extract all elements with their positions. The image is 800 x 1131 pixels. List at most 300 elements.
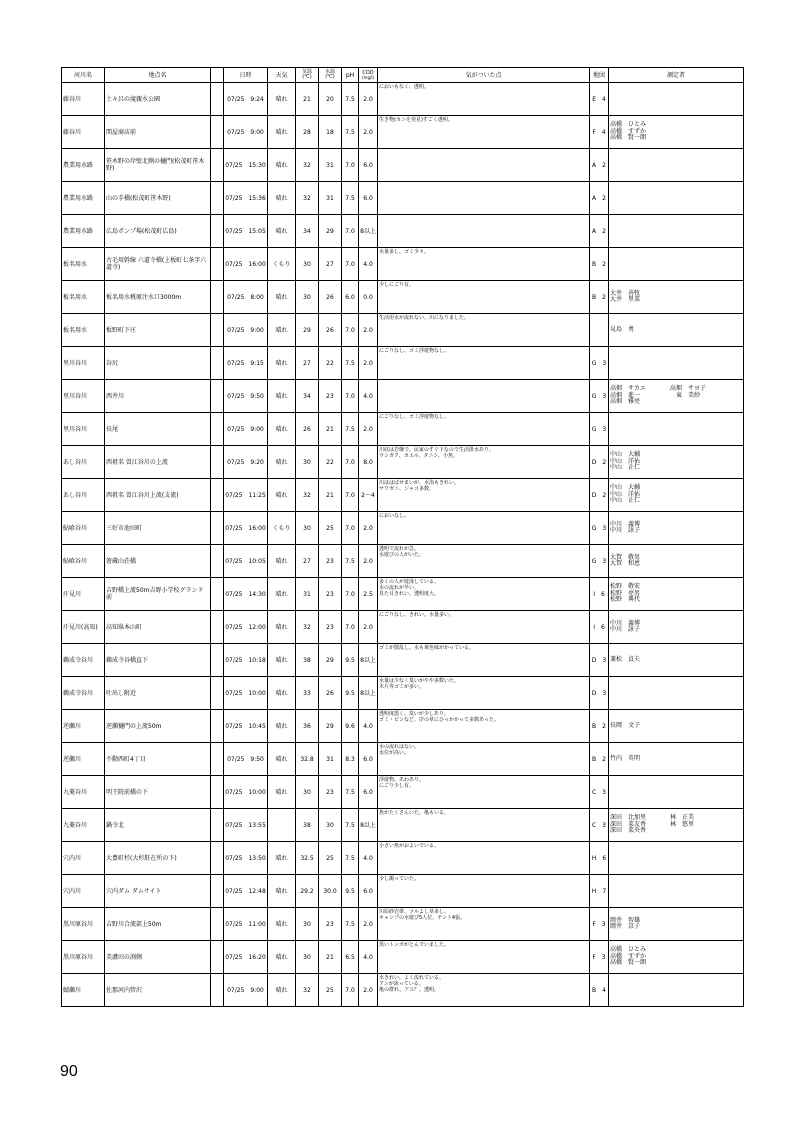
table-row: [62, 314, 744, 347]
cell-site: 広島ポンプ場(松茂町広島): [105, 215, 211, 248]
cell-notes: 魚がたくさんいた。亀もいる。: [378, 809, 590, 842]
cell-river: 穴内川: [62, 842, 105, 875]
cell-ph: 9.6: [342, 710, 359, 743]
header-blank: [211, 68, 224, 83]
cell-water-temp: 29: [319, 710, 342, 743]
cell-air-temp: 28: [296, 116, 319, 149]
cell-datetime: 07/25 9:15: [224, 347, 268, 380]
cell-river: 鯖瀬川: [62, 974, 105, 1007]
cell-weather: 晴れ: [268, 347, 296, 380]
cell-map: F 3: [590, 908, 609, 941]
cell-site: 山の手橋(松茂町笹木野): [105, 182, 211, 215]
cell-blank: [211, 875, 224, 908]
cell-weather: 晴れ: [268, 677, 296, 710]
cell-river: 板名用水: [62, 314, 105, 347]
cell-river: 鵜成寺谷川: [62, 677, 105, 710]
cell-datetime: 07/25 12:00: [224, 611, 268, 644]
cell-map: A 2: [590, 149, 609, 182]
cell-river: 鵜成寺谷川: [62, 644, 105, 677]
cell-notes: 黒いトンボがとんでいました。: [378, 941, 590, 974]
cell-weather: 晴れ: [268, 182, 296, 215]
cell-map: A 2: [590, 215, 609, 248]
cell-weather: 晴れ: [268, 644, 296, 677]
cell-observer: 高畑 サカエ 高畑 サヨ子 高畑 進一 東 美紗 高畑 雅亮: [609, 380, 744, 413]
cell-blank: [211, 545, 224, 578]
table-row: [62, 644, 744, 677]
cell-site: 穴内ダム ダムサイト: [105, 875, 211, 908]
cell-ph: 7.5: [342, 908, 359, 941]
cell-ph: 7.5: [342, 842, 359, 875]
cell-air-temp: 27: [296, 545, 319, 578]
table-row: [62, 149, 744, 182]
cell-map: D 3: [590, 677, 609, 710]
cell-air-temp: 30: [296, 776, 319, 809]
cell-cod: 4.0: [359, 248, 378, 281]
cell-datetime: 07/25 15:05: [224, 215, 268, 248]
cell-datetime: 07/25 10:00: [224, 776, 268, 809]
cell-river: 里川谷川: [62, 380, 105, 413]
cell-ph: 7.0: [342, 611, 359, 644]
header-datetime: 日時: [224, 68, 268, 83]
header-row: [62, 68, 744, 83]
cell-observer: 松野 敬宏 松野 亮男 松野 典代: [609, 578, 744, 611]
cell-observer: 竹内 英明: [609, 743, 744, 776]
cell-blank: [211, 215, 224, 248]
cell-datetime: 07/25 11:00: [224, 908, 268, 941]
cell-site: 土々呂の滝親水公園: [105, 83, 211, 116]
cell-datetime: 07/25 10:18: [224, 644, 268, 677]
cell-observer: [609, 875, 744, 908]
cell-observer: [609, 776, 744, 809]
cell-blank: [211, 116, 224, 149]
cell-water-temp: 25: [319, 974, 342, 1007]
cell-water-temp: 22: [319, 446, 342, 479]
table-row: [62, 809, 744, 842]
cell-weather: 晴れ: [268, 974, 296, 1007]
cell-site: 板野町下庄: [105, 314, 211, 347]
table-row: [62, 776, 744, 809]
cell-blank: [211, 314, 224, 347]
cell-blank: [211, 380, 224, 413]
header-water-temp: 水温 (℃): [319, 68, 342, 83]
cell-datetime: 07/25 16:00: [224, 248, 268, 281]
cell-map: B 2: [590, 743, 609, 776]
cell-observer: 岡井 智雄 岡井 京子: [609, 908, 744, 941]
header-observer: 測定者: [609, 68, 744, 83]
cell-map: B 2: [590, 248, 609, 281]
cell-river: 鮎喰谷川: [62, 512, 105, 545]
cell-weather: 晴れ: [268, 149, 296, 182]
cell-cod: 4.0: [359, 941, 378, 974]
cell-map: B 4: [590, 974, 609, 1007]
cell-notes: 少しにごり有。: [378, 281, 590, 314]
cell-water-temp: 25: [319, 842, 342, 875]
cell-river: 藤谷川: [62, 83, 105, 116]
cell-cod: 6.0: [359, 149, 378, 182]
cell-river: 農業用水路: [62, 182, 105, 215]
cell-map: B 2: [590, 710, 609, 743]
cell-observer: [609, 413, 744, 446]
cell-map: I 6: [590, 611, 609, 644]
cell-air-temp: 32.8: [296, 743, 319, 776]
cell-datetime: 07/25 13:50: [224, 842, 268, 875]
cell-blank: [211, 776, 224, 809]
cell-water-temp: 30.0: [319, 875, 342, 908]
cell-site: 吉野橋上流50m吉野小学校グランド前: [105, 578, 211, 611]
cell-air-temp: 21: [296, 83, 319, 116]
cell-blank: [211, 413, 224, 446]
table-row: [62, 83, 744, 116]
cell-notes: 水きれい。よく流れている。 アンが泳っている。 亀の群れ。アユ？。透明。: [378, 974, 590, 1007]
cell-air-temp: 38: [296, 644, 319, 677]
cell-river: 汗見川(高知): [62, 611, 105, 644]
cell-notes: 多くの人が遊泳している。 水の流れが早い。 見た目きれい。透明度大。: [378, 578, 590, 611]
cell-observer: 見島 勇: [609, 314, 744, 347]
cell-air-temp: 31: [296, 578, 319, 611]
cell-site: 美濃田の渕側: [105, 941, 211, 974]
cell-air-temp: 32.5: [296, 842, 319, 875]
cell-datetime: 07/25 10:00: [224, 677, 268, 710]
cell-water-temp: 26: [319, 314, 342, 347]
cell-site: 箸蔵山荘橋: [105, 545, 211, 578]
cell-river: あし谷川: [62, 479, 105, 512]
cell-ph: 7.0: [342, 446, 359, 479]
cell-notes: にごりなし、きれい。水量多い。: [378, 611, 590, 644]
cell-weather: 晴れ: [268, 941, 296, 974]
cell-river: 農業用水路: [62, 215, 105, 248]
cell-site: 関屋商店前: [105, 116, 211, 149]
cell-cod: 2.0: [359, 611, 378, 644]
cell-cod: 2.0: [359, 116, 378, 149]
cell-notes: においもなく、透明。: [378, 83, 590, 116]
cell-observer: 中川 義博 中川 詠子: [609, 512, 744, 545]
header-river: 河川名: [62, 68, 105, 83]
cell-blank: [211, 446, 224, 479]
cell-air-temp: 34: [296, 380, 319, 413]
cell-blank: [211, 908, 224, 941]
header-weather: 天気: [268, 68, 296, 83]
cell-water-temp: 23: [319, 380, 342, 413]
cell-site: 西祖名 曽江谷川の上流: [105, 446, 211, 479]
cell-site: 吉野川合流部上50m: [105, 908, 211, 941]
cell-water-temp: 27: [319, 248, 342, 281]
cell-water-temp: 31: [319, 149, 342, 182]
table-row: [62, 347, 744, 380]
cell-site: 西井川: [105, 380, 211, 413]
cell-observer: 兼松 貞夫: [609, 644, 744, 677]
cell-air-temp: 26: [296, 413, 319, 446]
cell-weather: 晴れ: [268, 776, 296, 809]
cell-weather: 晴れ: [268, 479, 296, 512]
table-body: [62, 83, 744, 1007]
cell-air-temp: 29.2: [296, 875, 319, 908]
cell-map: G 3: [590, 413, 609, 446]
cell-river: 逆瀬川: [62, 743, 105, 776]
cell-air-temp: 32: [296, 974, 319, 1007]
cell-cod: 2.5: [359, 578, 378, 611]
cell-observer: 大賀 敬男 大賀 和恵: [609, 545, 744, 578]
cell-ph: 7.0: [342, 314, 359, 347]
cell-notes: 少し濁っていた。: [378, 875, 590, 908]
cell-observer: [609, 182, 744, 215]
cell-map: E 4: [590, 83, 609, 116]
cell-water-temp: 30: [319, 809, 342, 842]
header-cod-unit: (mg/l): [361, 74, 374, 80]
cell-air-temp: 38: [296, 809, 319, 842]
cell-air-temp: 32: [296, 611, 319, 644]
cell-water-temp: 21: [319, 941, 342, 974]
cell-weather: 晴れ: [268, 116, 296, 149]
cell-cod: 8以上: [359, 809, 378, 842]
cell-cod: 2.0: [359, 314, 378, 347]
cell-map: I 6: [590, 578, 609, 611]
cell-ph: 7.5: [342, 413, 359, 446]
cell-observer: [609, 149, 744, 182]
cell-weather: 晴れ: [268, 875, 296, 908]
table-row: [62, 677, 744, 710]
cell-cod: 4.0: [359, 380, 378, 413]
cell-cod: 6.0: [359, 776, 378, 809]
cell-ph: 7.0: [342, 479, 359, 512]
cell-site: 板名用水桃原注水口3000m: [105, 281, 211, 314]
cell-river: 黒川原谷川: [62, 908, 105, 941]
cell-river: 鮎喰谷川: [62, 545, 105, 578]
cell-site: 笹木野の岸壁北側の樋門(松茂町笹木野): [105, 149, 211, 182]
cell-datetime: 07/25 9:20: [224, 446, 268, 479]
table-row: [62, 875, 744, 908]
cell-site: 明王院前橋の下: [105, 776, 211, 809]
cell-notes: 水量多し。ゴミ少々。: [378, 248, 590, 281]
cell-ph: 7.5: [342, 182, 359, 215]
cell-notes: ゴミが散乱し、水も黄色味がかっている。: [378, 644, 590, 677]
cell-cod: 6.0: [359, 182, 378, 215]
cell-river: 板名用水: [62, 248, 105, 281]
cell-weather: 晴れ: [268, 380, 296, 413]
cell-map: F 3: [590, 941, 609, 974]
table-row: [62, 248, 744, 281]
cell-site: 三好市池田町: [105, 512, 211, 545]
cell-site: 大豊町杉(大杉駐在所の下): [105, 842, 211, 875]
cell-weather: 晴れ: [268, 710, 296, 743]
cell-water-temp: 26: [319, 677, 342, 710]
cell-river: 里川谷川: [62, 347, 105, 380]
cell-water-temp: 20: [319, 83, 342, 116]
cell-notes: 水の流れはない。 水位が高い。: [378, 743, 590, 776]
cell-air-temp: 33: [296, 677, 319, 710]
cell-water-temp: 21: [319, 413, 342, 446]
cell-ph: 7.5: [342, 776, 359, 809]
cell-weather: 晴れ: [268, 611, 296, 644]
table-row: [62, 512, 744, 545]
cell-notes: にごりなし、ゴミ浮遊物なし。: [378, 347, 590, 380]
cell-blank: [211, 281, 224, 314]
cell-blank: [211, 809, 224, 842]
cell-map: G 3: [590, 347, 609, 380]
cell-water-temp: 31: [319, 743, 342, 776]
cell-cod: 2.0: [359, 545, 378, 578]
cell-river: 里川谷川: [62, 413, 105, 446]
header-cod-label: COD: [362, 69, 374, 76]
cell-datetime: 07/25 9:50: [224, 380, 268, 413]
header-ph: pH: [342, 68, 359, 83]
table-row: [62, 974, 744, 1007]
cell-cod: 2～4: [359, 479, 378, 512]
cell-notes: 透明度悪く、臭いが少しあり。 ゴミ・ビンなど、岸の草にひっかかって多数あった。: [378, 710, 590, 743]
cell-weather: 晴れ: [268, 446, 296, 479]
cell-river: あし谷川: [62, 446, 105, 479]
cell-cod: 2.0: [359, 974, 378, 1007]
cell-site: 吐出し附近: [105, 677, 211, 710]
cell-observer: 高橋 ひとみ 高橋 すずか 高橋 賢一朗: [609, 116, 744, 149]
cell-air-temp: 30: [296, 941, 319, 974]
table-row: [62, 446, 744, 479]
cell-river: 黒川原谷川: [62, 941, 105, 974]
cell-weather: 晴れ: [268, 281, 296, 314]
cell-observer: [609, 347, 744, 380]
table-row: [62, 182, 744, 215]
cell-notes: 透明で流れが急。 水遊びの人がいた。: [378, 545, 590, 578]
cell-site: 長尾: [105, 413, 211, 446]
cell-map: [590, 314, 609, 347]
cell-air-temp: 30: [296, 446, 319, 479]
cell-blank: [211, 578, 224, 611]
cell-cod: 6.0: [359, 875, 378, 908]
table-row: [62, 611, 744, 644]
cell-blank: [211, 941, 224, 974]
cell-observer: 中山 大輔 中山 洋佑 中山 正仁: [609, 479, 744, 512]
cell-air-temp: 30: [296, 512, 319, 545]
cell-map: D 2: [590, 479, 609, 512]
cell-air-temp: 36: [296, 710, 319, 743]
cell-cod: 2.0: [359, 908, 378, 941]
cell-ph: 7.5: [342, 545, 359, 578]
cell-notes: 川ははばせまいが、水浴もきれい。 サワガニ、ジャコ多数。: [378, 479, 590, 512]
table-row: [62, 842, 744, 875]
cell-ph: 7.0: [342, 380, 359, 413]
cell-ph: 9.5: [342, 644, 359, 677]
cell-notes: 川原砂岩帯、ツルよし草多し。 キャンプの水遊び5人位、テント4張。: [378, 908, 590, 941]
cell-datetime: 07/25 9:00: [224, 974, 268, 1007]
cell-notes: [378, 215, 590, 248]
cell-weather: 晴れ: [268, 545, 296, 578]
cell-notes: [378, 380, 590, 413]
cell-air-temp: 30: [296, 281, 319, 314]
cell-site: 佐那河内管沢: [105, 974, 211, 1007]
cell-ph: 7.0: [342, 974, 359, 1007]
header-map: 地図: [590, 68, 609, 83]
cell-weather: くもり: [268, 512, 296, 545]
cell-datetime: 07/25 15:30: [224, 149, 268, 182]
cell-notes: においなし。: [378, 512, 590, 545]
cell-blank: [211, 479, 224, 512]
cell-site: 鍋寺北: [105, 809, 211, 842]
cell-datetime: 07/25 9:50: [224, 743, 268, 776]
table-row: [62, 413, 744, 446]
cell-cod: 4.0: [359, 842, 378, 875]
cell-datetime: 07/25 9:00: [224, 116, 268, 149]
cell-blank: [211, 842, 224, 875]
cell-weather: 晴れ: [268, 413, 296, 446]
cell-observer: 中山 大輔 中山 洋佑 中山 正仁: [609, 446, 744, 479]
cell-ph: 7.5: [342, 116, 359, 149]
cell-observer: [609, 83, 744, 116]
cell-cod: 0.0: [359, 281, 378, 314]
cell-air-temp: 29: [296, 314, 319, 347]
cell-site: 谷尻: [105, 347, 211, 380]
cell-datetime: 07/25 11:25: [224, 479, 268, 512]
table-row: [62, 545, 744, 578]
cell-water-temp: 21: [319, 479, 342, 512]
cell-air-temp: 34: [296, 215, 319, 248]
cell-air-temp: 30: [296, 908, 319, 941]
cell-site: 鵜成寺谷橋直下: [105, 644, 211, 677]
cell-blank: [211, 83, 224, 116]
cell-notes: にごりなし、ゴミ浮遊物なし。: [378, 413, 590, 446]
cell-ph: 7.0: [342, 149, 359, 182]
cell-datetime: 07/25 13:55: [224, 809, 268, 842]
cell-weather: 晴れ: [268, 578, 296, 611]
cell-datetime: 07/25 9:00: [224, 413, 268, 446]
cell-datetime: 07/25 12:48: [224, 875, 268, 908]
cell-cod: 2.0: [359, 347, 378, 380]
cell-weather: 晴れ: [268, 842, 296, 875]
cell-notes: 生き物(カニを発見)すごく透明。: [378, 116, 590, 149]
table-row: [62, 908, 744, 941]
cell-blank: [211, 743, 224, 776]
cell-water-temp: 25: [319, 512, 342, 545]
cell-ph: 8.3: [342, 743, 359, 776]
cell-air-temp: 32: [296, 182, 319, 215]
cell-cod: 8以上: [359, 677, 378, 710]
cell-weather: 晴れ: [268, 215, 296, 248]
cell-water-temp: 23: [319, 545, 342, 578]
cell-weather: 晴れ: [268, 908, 296, 941]
cell-site: 古毛用幹線 六道寺橋(上板町七条字六道寺): [105, 248, 211, 281]
cell-water-temp: 31: [319, 182, 342, 215]
cell-notes: [378, 149, 590, 182]
cell-water-temp: 23: [319, 611, 342, 644]
cell-notes: 川底は岩盤で、民家のすぐ下なので生活排水あり。 ウシガク、カエル、タニシ、小魚。: [378, 446, 590, 479]
cell-weather: くもり: [268, 248, 296, 281]
cell-water-temp: 26: [319, 281, 342, 314]
cell-notes: 生活用水が流れない、川になりました。: [378, 314, 590, 347]
table-row: [62, 941, 744, 974]
cell-ph: 6.5: [342, 941, 359, 974]
cell-observer: 長岡 文子: [609, 710, 744, 743]
cell-datetime: 07/25 15:36: [224, 182, 268, 215]
cell-blank: [211, 611, 224, 644]
cell-site: 不動西町4丁目: [105, 743, 211, 776]
cell-ph: 7.5: [342, 347, 359, 380]
cell-datetime: 07/25 8:00: [224, 281, 268, 314]
cell-ph: 9.5: [342, 677, 359, 710]
cell-blank: [211, 974, 224, 1007]
cell-weather: 晴れ: [268, 314, 296, 347]
cell-weather: [268, 809, 296, 842]
cell-datetime: 07/25 9:24: [224, 83, 268, 116]
table-row: [62, 215, 744, 248]
cell-map: D 2: [590, 446, 609, 479]
cell-weather: 晴れ: [268, 743, 296, 776]
cell-map: B 2: [590, 281, 609, 314]
table-row: [62, 380, 744, 413]
cell-cod: 4.0: [359, 710, 378, 743]
cell-blank: [211, 512, 224, 545]
cell-air-temp: 32: [296, 149, 319, 182]
cell-blank: [211, 182, 224, 215]
cell-blank: [211, 710, 224, 743]
table-row: [62, 116, 744, 149]
